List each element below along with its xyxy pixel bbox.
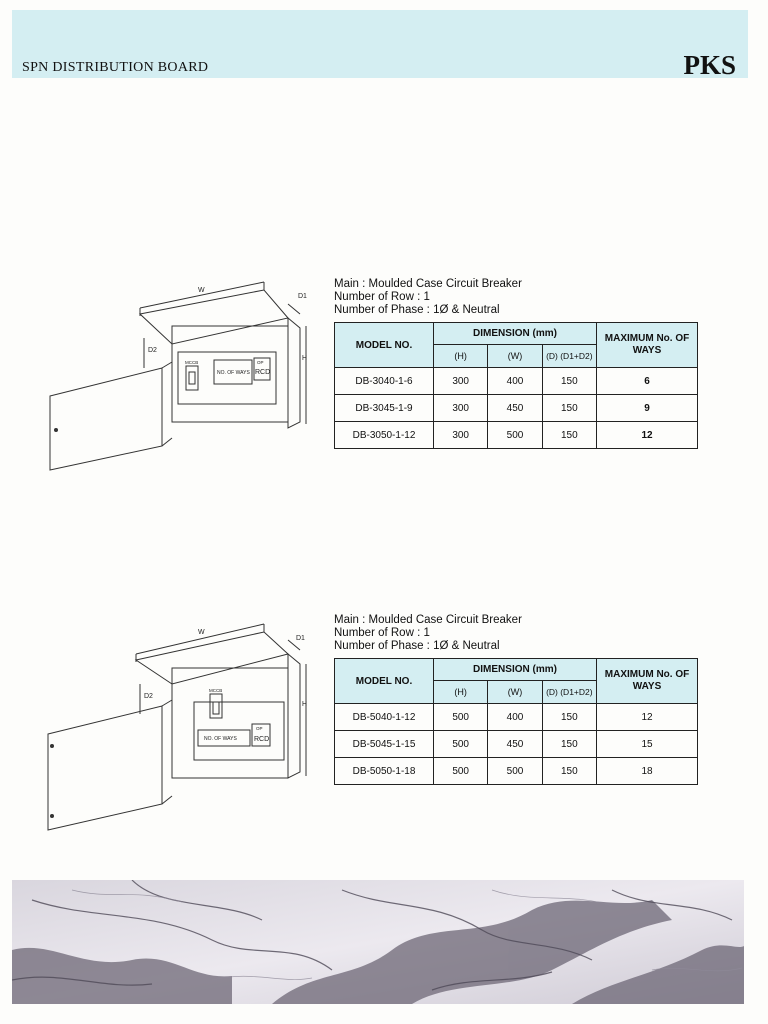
distribution-board-drawing bbox=[44, 618, 320, 838]
cell-ways: 12 bbox=[597, 422, 698, 449]
dimension-table bbox=[334, 322, 698, 449]
col-max-ways: MAXIMUM No. OF WAYS bbox=[597, 659, 698, 704]
table-row bbox=[335, 422, 698, 449]
table-row bbox=[335, 704, 698, 731]
cell-model: DB-3050-1-12 bbox=[335, 422, 434, 449]
table-row bbox=[335, 395, 698, 422]
dim-label-h: H bbox=[302, 355, 308, 362]
cell-d: 150 bbox=[542, 395, 596, 422]
col-w: (W) bbox=[488, 345, 542, 368]
brand-logo: PKS bbox=[683, 50, 736, 80]
product-section-1 bbox=[0, 278, 768, 538]
specs-block bbox=[334, 614, 522, 653]
spec-main: Main : Moulded Case Circuit Breaker bbox=[334, 614, 522, 626]
dim-label-d2: D2 bbox=[144, 693, 153, 700]
cell-d: 150 bbox=[542, 758, 596, 785]
col-d: (D) (D1+D2) bbox=[542, 681, 596, 704]
page-title: SPN DISTRIBUTION BOARD bbox=[22, 60, 209, 75]
cell-ways: 6 bbox=[597, 368, 698, 395]
cell-h: 500 bbox=[434, 704, 488, 731]
mccb-label: MCCB bbox=[185, 360, 199, 365]
ways-label: NO. OF WAYS bbox=[217, 370, 250, 376]
cell-w: 500 bbox=[488, 422, 542, 449]
mccb-label: MCCB bbox=[209, 688, 223, 693]
ways-label: NO. OF WAYS bbox=[204, 736, 237, 742]
spec-rows: Number of Row : 1 bbox=[334, 291, 430, 303]
cell-model: DB-3040-1-6 bbox=[335, 368, 434, 395]
specs-block bbox=[334, 278, 522, 317]
table-row bbox=[335, 758, 698, 785]
spec-phase: Number of Phase : 1Ø & Neutral bbox=[334, 304, 500, 316]
op-label: OP bbox=[256, 726, 263, 731]
col-h: (H) bbox=[434, 345, 488, 368]
cell-w: 400 bbox=[488, 368, 542, 395]
cell-w: 500 bbox=[488, 758, 542, 785]
cell-d: 150 bbox=[542, 368, 596, 395]
cell-model: DB-5050-1-18 bbox=[335, 758, 434, 785]
dim-label-d2: D2 bbox=[148, 347, 157, 354]
marble-image bbox=[12, 880, 744, 1004]
cell-model: DB-3045-1-9 bbox=[335, 395, 434, 422]
product-section-2 bbox=[0, 614, 768, 874]
spec-phase: Number of Phase : 1Ø & Neutral bbox=[334, 640, 500, 652]
cell-ways: 12 bbox=[597, 704, 698, 731]
col-h: (H) bbox=[434, 681, 488, 704]
distribution-board-drawing bbox=[44, 278, 320, 478]
cell-h: 300 bbox=[434, 368, 488, 395]
cell-d: 150 bbox=[542, 422, 596, 449]
col-dimension: DIMENSION (mm) bbox=[434, 659, 597, 681]
rcd-label: RCD bbox=[254, 736, 270, 743]
spec-main: Main : Moulded Case Circuit Breaker bbox=[334, 278, 522, 290]
cell-ways: 18 bbox=[597, 758, 698, 785]
cell-h: 300 bbox=[434, 395, 488, 422]
cell-model: DB-5045-1-15 bbox=[335, 731, 434, 758]
col-d: (D) (D1+D2) bbox=[542, 345, 596, 368]
page-header bbox=[12, 10, 748, 78]
cell-w: 400 bbox=[488, 704, 542, 731]
cell-d: 150 bbox=[542, 731, 596, 758]
dim-label-h: H bbox=[302, 701, 308, 708]
spec-rows: Number of Row : 1 bbox=[334, 627, 430, 639]
cell-model: DB-5040-1-12 bbox=[335, 704, 434, 731]
cell-w: 450 bbox=[488, 395, 542, 422]
cell-ways: 9 bbox=[597, 395, 698, 422]
marble-texture-footer bbox=[12, 880, 744, 1004]
cell-ways: 15 bbox=[597, 731, 698, 758]
table-row bbox=[335, 731, 698, 758]
rcd-label: RCD bbox=[255, 369, 271, 376]
cell-h: 500 bbox=[434, 731, 488, 758]
op-label: OP bbox=[257, 360, 264, 365]
dim-label-w: W bbox=[198, 629, 205, 636]
cell-w: 450 bbox=[488, 731, 542, 758]
col-max-ways: MAXIMUM No. OF WAYS bbox=[597, 323, 698, 368]
cell-d: 150 bbox=[542, 704, 596, 731]
dim-label-w: W bbox=[198, 287, 205, 294]
cell-h: 500 bbox=[434, 758, 488, 785]
dimension-table bbox=[334, 658, 698, 785]
col-dimension: DIMENSION (mm) bbox=[434, 323, 597, 345]
table-row bbox=[335, 368, 698, 395]
col-model: MODEL NO. bbox=[335, 659, 434, 704]
dim-label-d1: D1 bbox=[296, 635, 305, 642]
col-w: (W) bbox=[488, 681, 542, 704]
col-model: MODEL NO. bbox=[335, 323, 434, 368]
cell-h: 300 bbox=[434, 422, 488, 449]
dim-label-d1: D1 bbox=[298, 293, 307, 300]
